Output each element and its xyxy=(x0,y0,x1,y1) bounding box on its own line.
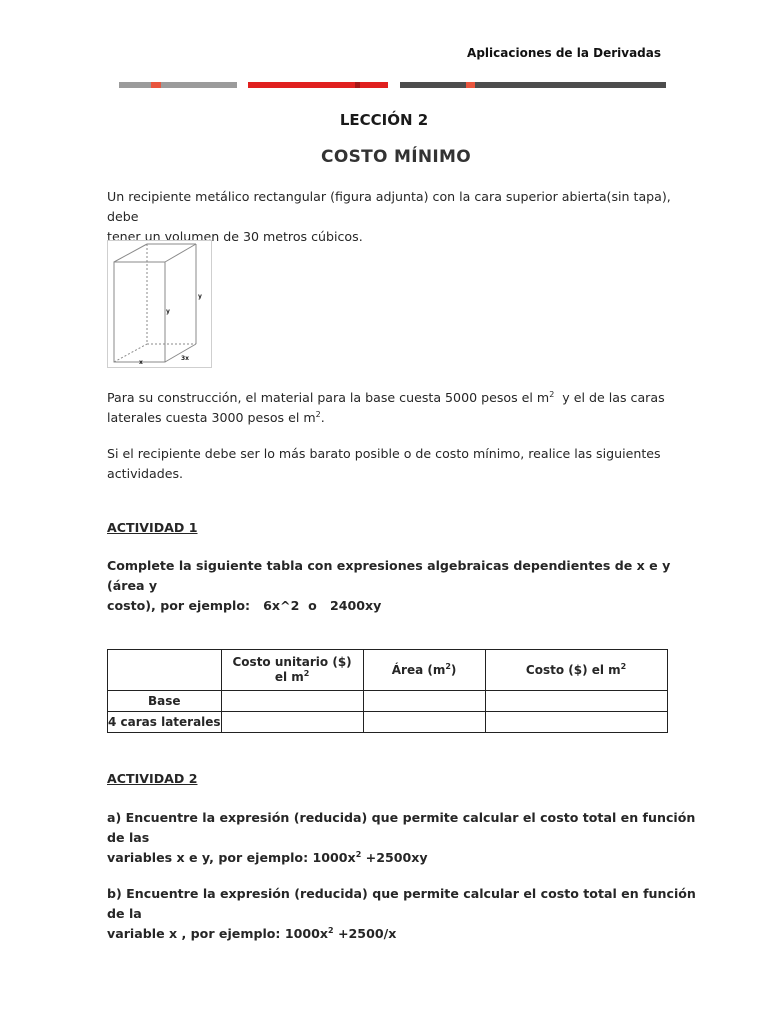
activity-1-instructions: Complete la siguiente tabla con expresiones algebraicas dependientes de x e y (área y costo), por ejemplo: 6x^2 o 2400xy xyxy=(107,558,671,613)
cost-table xyxy=(107,649,668,733)
header-title: Aplicaciones de la Derivadas xyxy=(467,46,661,60)
activity-1-heading: ACTIVIDAD 1 xyxy=(107,520,198,535)
box-figure xyxy=(107,240,212,368)
page-title: COSTO MÍNIMO xyxy=(321,147,471,167)
intro-paragraph: Un recipiente metálico rectangular (figura adjunta) con la cara superior abierta(sin tapa), debe tener un volumen de 30 metros cúbicos. xyxy=(107,189,671,244)
table-row xyxy=(108,691,668,712)
table-header-row xyxy=(108,650,668,691)
cell-input[interactable] xyxy=(221,712,363,733)
header-cost: Costo ($) el $m^2$ xyxy=(485,650,667,691)
label-3x: 3x xyxy=(181,355,190,362)
cell-input[interactable] xyxy=(221,691,363,712)
header-area: Área $(m^2)$ xyxy=(363,650,485,691)
construction-paragraph: Para su construcción, el material para la base cuesta 5000 pesos el $m^2$ y el de las caras laterales cuesta 3000 pesos el $m^2$. xyxy=(107,389,665,425)
activity-2-heading: ACTIVIDAD 2 xyxy=(107,771,198,786)
cell-input[interactable] xyxy=(485,712,667,733)
label-x: x xyxy=(139,359,143,366)
table-row xyxy=(108,712,668,733)
activity-2-part-b: b) Encuentre la expresión (reducida) que permite calcular el costo total en función de la variable x , por ejemplo: $1000x^2 +2500/x$ xyxy=(107,886,696,941)
row-label-lateral: 4 caras laterales xyxy=(108,712,222,733)
cell-input[interactable] xyxy=(485,691,667,712)
header-unit-cost: Costo unitario ($) el $m^2$ xyxy=(221,650,363,691)
cell-input[interactable] xyxy=(363,712,485,733)
row-label-base: Base xyxy=(108,691,222,712)
condition-paragraph: Si el recipiente debe ser lo más barato posible o de costo mínimo, realice las siguientes actividades. xyxy=(107,446,661,481)
label-y-right: y xyxy=(198,293,202,300)
label-y-inner: y xyxy=(166,308,170,315)
activity-2-part-a: a) Encuentre la expresión (reducida) que permite calcular el costo total en función de las variables x e y, por ejemplo: $1000x^2 +2500xy$ xyxy=(107,810,696,865)
cell-input[interactable] xyxy=(363,691,485,712)
lesson-number: LECCIÓN 2 xyxy=(339,111,429,129)
